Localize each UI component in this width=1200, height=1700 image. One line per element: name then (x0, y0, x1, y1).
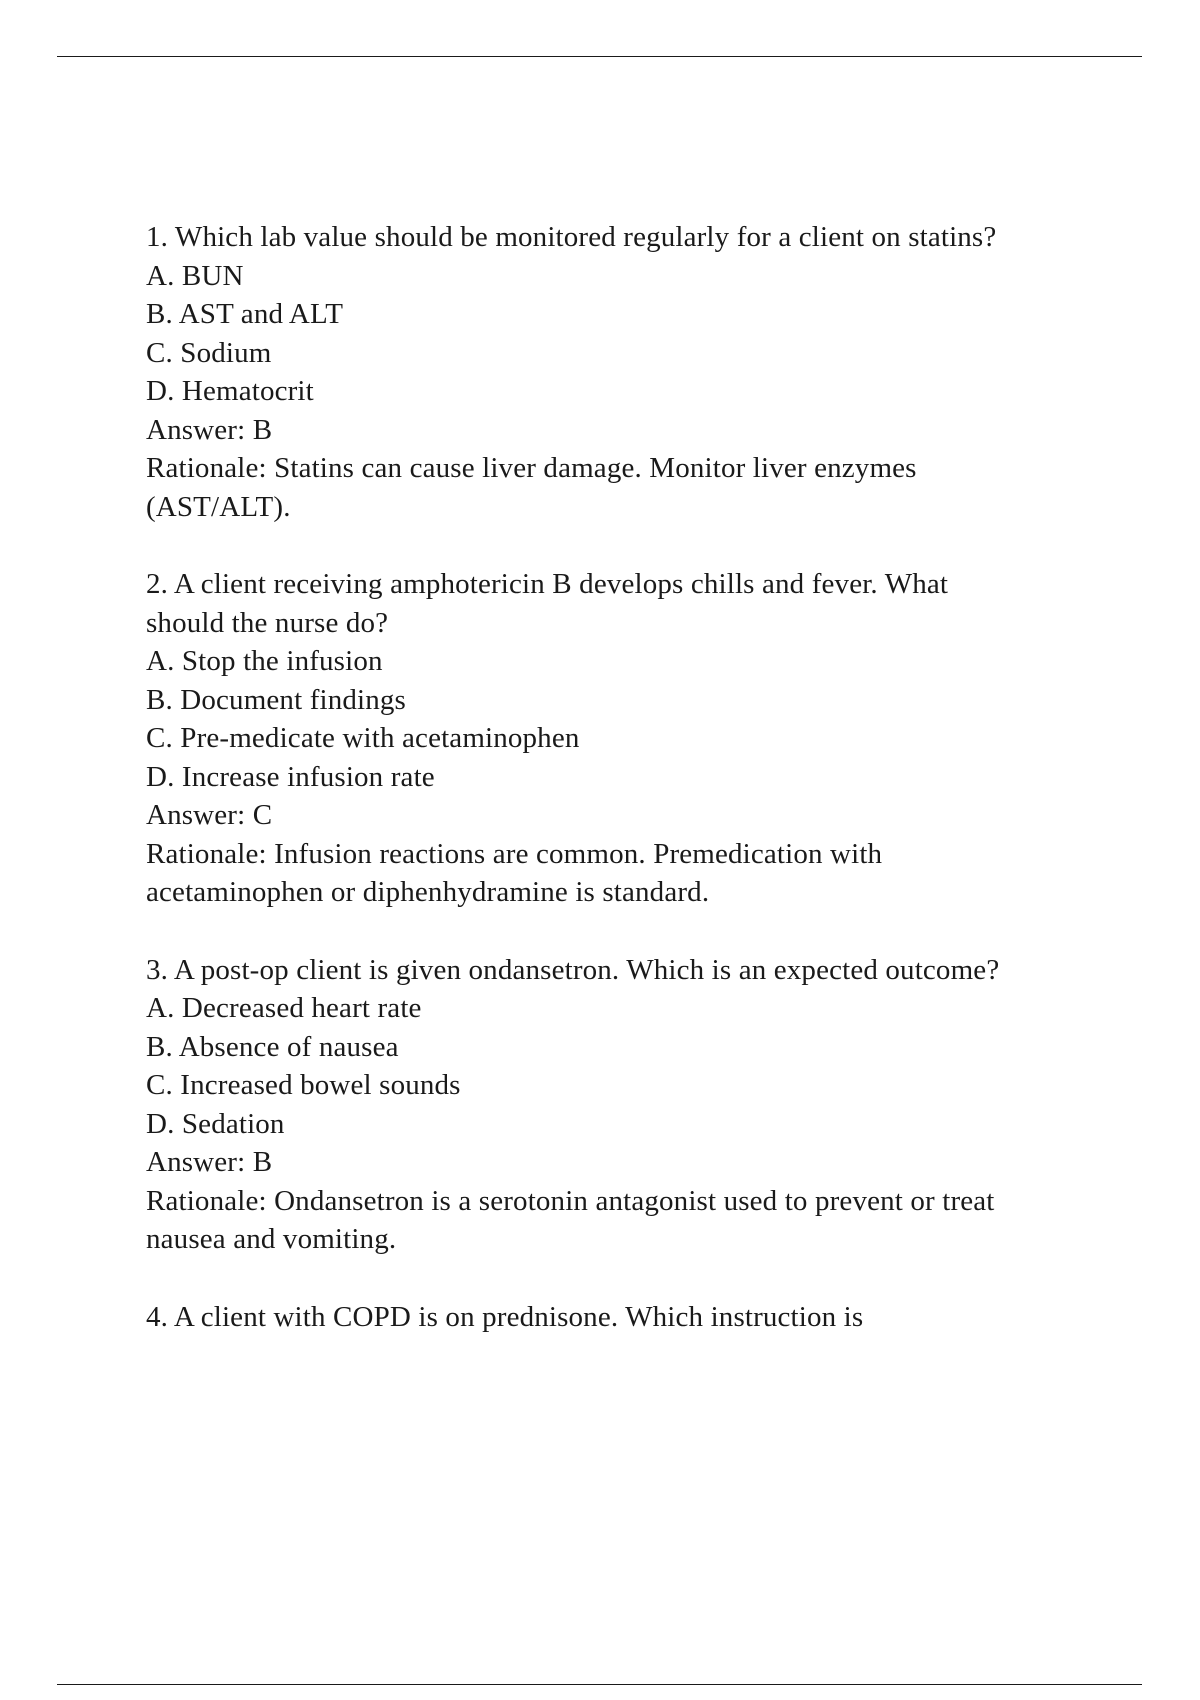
option-d: D. Hematocrit (146, 375, 314, 407)
question-4 (146, 1298, 1026, 1337)
rationale: Rationale: Statins can cause liver damage. Monitor liver enzymes (AST/ALT). (146, 452, 925, 523)
option-a: A. Stop the infusion (146, 645, 383, 677)
option-d: D. Increase infusion rate (146, 760, 435, 793)
answer: Answer: B (146, 413, 273, 446)
question-2 (146, 565, 1026, 912)
answer: Answer: B (146, 1146, 273, 1178)
option-d: D. Sedation (146, 1107, 285, 1140)
question-3 (146, 951, 1026, 1259)
question-stem: 2. A client receiving amphotericin B develops chills and fever. What should the nurse do? (146, 568, 956, 639)
option-c: C. Pre-medicate with acetaminophen (146, 722, 580, 754)
question-stem: 3. A post-op client is given ondansetron. Which is an expected outcome? (146, 953, 1000, 986)
question-stem: 1. Which lab value should be monitored regularly for a client on statins? (146, 221, 997, 253)
top-rule (57, 56, 1142, 57)
question-stem: 4. A client with COPD is on prednisone. Which instruction is (146, 1300, 864, 1333)
option-c: C. Increased bowel sounds (146, 1069, 461, 1101)
option-b: B. Absence of nausea (146, 1030, 399, 1063)
option-b: B. AST and ALT (146, 298, 344, 330)
rationale: Rationale: Ondansetron is a serotonin antagonist used to prevent or treat nausea and vomiting. (146, 1184, 1002, 1255)
rationale: Rationale: Infusion reactions are common. Premedication with acetaminophen or diphenhydramine is standard. (146, 837, 890, 908)
option-b: B. Document findings (146, 683, 406, 716)
option-a: A. Decreased heart rate (146, 992, 422, 1024)
question-1 (146, 218, 1026, 526)
option-a: A. BUN (146, 259, 244, 292)
document-body (146, 218, 1026, 1375)
option-c: C. Sodium (146, 336, 272, 369)
bottom-rule (57, 1684, 1142, 1685)
answer: Answer: C (146, 799, 273, 831)
